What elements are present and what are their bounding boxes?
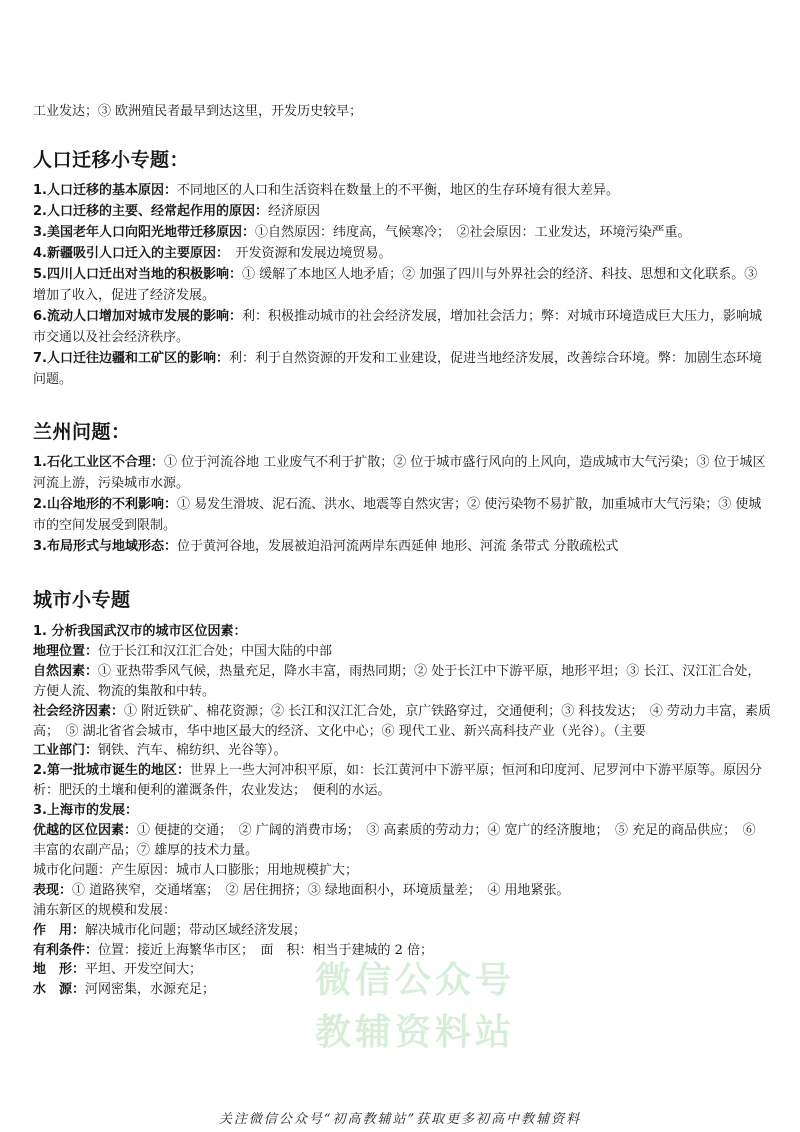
section-heading-migration — [33, 148, 772, 172]
section-heading-lanzhou — [33, 420, 772, 444]
section-title: 兰州问题： — [33, 421, 131, 443]
item-text: 经济原因 — [267, 204, 320, 219]
item-label: 1. 分析我国武汉市的城市区位因素： — [33, 624, 247, 639]
list-item — [33, 243, 772, 264]
item-label: 7.人口迁往边疆和工矿区的影响： — [33, 351, 229, 366]
item-text: 钢铁、汽车、棉纺织、光谷等）。 — [98, 743, 287, 759]
item-text: ① 亚热带季风气候，热量充足，降水丰富，雨热同期；② 处于长江中下游平原，地形平坦；③ 长江、汉江汇合处，方便人流、物流的集散和中转。 — [33, 663, 761, 699]
item-label: 2.第一批城市诞生的地区： — [33, 763, 190, 779]
list-item — [33, 941, 772, 961]
item-label: 3.上海市的发展： — [33, 803, 138, 819]
item-text: 城市化问题：产生原因：城市人口膨胀；用地规模扩大； — [33, 862, 359, 878]
list-item — [33, 980, 772, 1000]
section-heading-city — [33, 588, 772, 612]
list-item — [33, 702, 772, 742]
list-item — [33, 264, 772, 306]
item-label: 2.人口迁移的主要、经常起作用的原因： — [33, 204, 268, 219]
item-label: 作 用： — [33, 922, 86, 938]
item-text: 利：利于自然资源的开发和工业建设，促进当地经济发展，改善综合环境。弊：加剧生态环境问题。 — [33, 351, 762, 387]
list-item — [33, 348, 772, 390]
list-item — [33, 494, 772, 536]
item-label: 2.山谷地形的不利影响： — [33, 497, 177, 512]
list-item — [33, 821, 772, 861]
continuation-text: 工业发达；③ 欧洲殖民者最早到达这里，开发历史较早； — [33, 104, 363, 119]
item-text: ① 位于河流谷地 工业废气不利于扩散；② 位于城市盛行风向的上风向，造成城市大气污染；③ 位于城区河流上游，污染城市水源。 — [33, 455, 766, 491]
item-text: ①自然原因：纬度高，气候寒冷； ②社会原因：工业发达，环境污染严重。 — [254, 225, 691, 240]
item-label: 4.新疆吸引人口迁入的主要原因： — [33, 246, 223, 261]
item-text: ① 便捷的交通； ② 广阔的消费市场； ③ 高素质的劳动力；④ 宽广的经济腹地； ⑤ 充足的商品供应； ⑥ 丰富的农副产品；⑦ 雄厚的技术力量。 — [33, 823, 756, 858]
item-label: 3.美国老年人口向阳光地带迁移原因： — [33, 225, 255, 240]
item-text: 位置：接近上海繁华市区； 面 积：相当于建城的 2 倍； — [98, 942, 434, 958]
section-list-migration — [33, 180, 772, 390]
item-text: 开发资源和发展边境贸易。 — [222, 246, 392, 261]
list-item — [33, 180, 772, 201]
item-text: 世界上一些大河冲积平原，如：长江黄河中下游平原；恒河和印度河、尼罗河中下游平原等。原因分析：肥沃的土壤和便利的灌溉条件，农业发达； 便利的水运。 — [33, 763, 762, 799]
item-text: 利：积极推动城市的社会经济发展，增加社会活力；弊：对城市环境造成巨大压力，影响城市交通以及社会经济秩序。 — [33, 309, 762, 345]
item-label: 水 源： — [33, 982, 86, 998]
list-item — [33, 901, 772, 921]
item-text: ① 附近铁矿、棉花资源；② 长江和汉江汇合处，京广铁路穿过，交通便利；③ 科技发达； ④ 劳动力丰富，素质高； ⑤ 湖北省省会城市，华中地区最大的经济、文化中心；⑥ 现代工业、新兴高科技产业（光谷）。（主要 — [33, 703, 772, 739]
page-footer: 关注微信公众号“初高教辅站”获取更多初高中教辅资料 — [218, 1112, 582, 1127]
section-title: 城市小专题 — [33, 589, 131, 611]
item-label: 工业部门： — [33, 743, 99, 759]
item-text: 平坦、开发空间大； — [85, 962, 203, 978]
list-item — [33, 222, 772, 243]
list-item — [33, 201, 772, 222]
list-item — [33, 921, 772, 941]
watermark-line-2: 教辅资料站 — [314, 1012, 515, 1053]
list-item — [33, 960, 772, 980]
section-title: 人口迁移小专题： — [33, 149, 190, 171]
item-text: 河网密集，水源充足； — [85, 982, 216, 998]
list-item — [33, 536, 772, 557]
watermark-line-1: 微信公众号 — [314, 960, 515, 1001]
item-label: 自然因素： — [33, 663, 99, 679]
item-label: 3.布局形式与地域形态： — [33, 539, 177, 554]
item-label: 1.人口迁移的基本原因： — [33, 183, 177, 198]
section-list-lanzhou — [33, 452, 772, 557]
item-text: ① 易发生滑坡、泥石流、洪水、地震等自然灾害；② 使污染物不易扩散，加重城市大气污染；③ 使城市的空间发展受到限制。 — [33, 497, 762, 533]
list-item — [33, 622, 772, 642]
item-label: 有利条件： — [33, 942, 99, 958]
list-item — [33, 881, 772, 901]
item-text: 位于黄河谷地，发展被迫沿河流两岸东西延伸 地形、河流 条带式 分散疏松式 — [176, 539, 619, 554]
list-item — [33, 861, 772, 881]
item-label: 地理位置： — [33, 643, 99, 659]
list-item — [33, 452, 772, 494]
item-text: 解决城市化问题；带动区域经济发展； — [85, 922, 307, 938]
list-item — [33, 741, 772, 761]
list-item — [33, 306, 772, 348]
list-item — [33, 801, 772, 821]
list-item — [33, 761, 772, 801]
item-text: ① 道路狭窄，交通堵塞； ② 居住拥挤；③ 绿地面积小，环境质量差； ④ 用地紧张。 — [72, 882, 570, 898]
list-item — [33, 662, 772, 702]
item-text: ① 缓解了本地区人地矛盾；② 加强了四川与外界社会的经济、科技、思想和文化联系。③ 增加了收入，促进了经济发展。 — [33, 267, 758, 303]
item-label: 社会经济因素： — [33, 703, 125, 719]
section-list-city — [33, 622, 772, 1000]
list-item — [33, 642, 772, 662]
item-text: 位于长江和汉江汇合处；中国大陆的中部 — [98, 643, 333, 659]
item-text: 不同地区的人口和生活资料在数量上的不平衡，地区的生存环境有很大差异。 — [176, 183, 619, 198]
continuation-paragraph — [33, 102, 772, 122]
item-text: 浦东新区的规模和发展： — [33, 902, 177, 918]
item-label: 优越的区位因素： — [33, 823, 138, 839]
item-label: 5.四川人口迁出对当地的积极影响： — [33, 267, 242, 282]
item-label: 表现： — [33, 882, 73, 898]
item-label: 1.石化工业区不合理： — [33, 455, 164, 470]
item-label: 6.流动人口增加对城市发展的影响： — [33, 309, 242, 324]
item-label: 地 形： — [33, 962, 86, 978]
